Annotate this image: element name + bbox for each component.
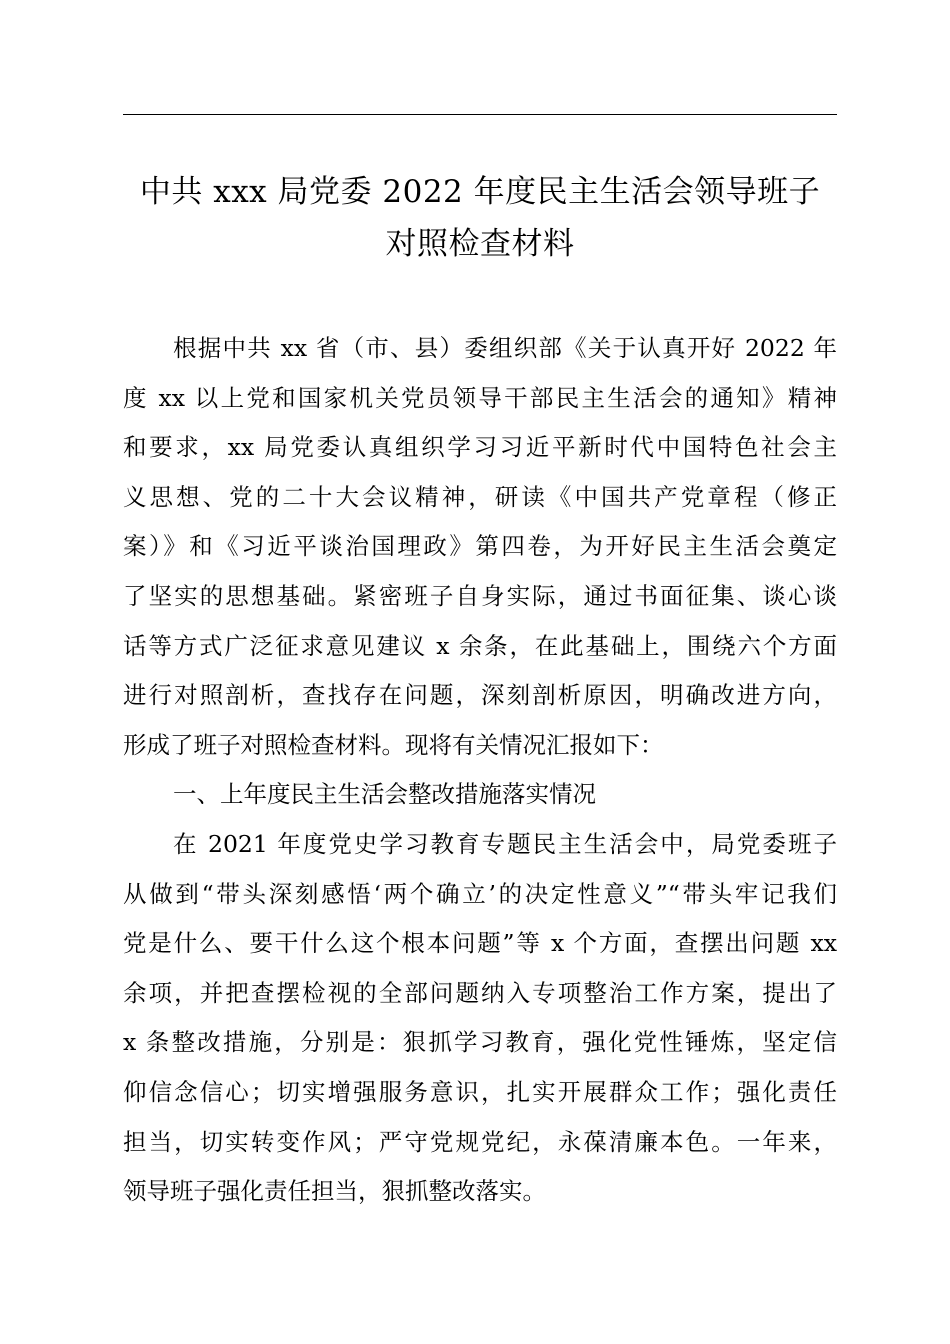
paragraph-line: 了坚实的思想基础。紧密班子自身实际，通过书面征集、谈心谈 bbox=[123, 581, 837, 610]
paragraph-section-1 bbox=[123, 820, 837, 1217]
paragraph-intro bbox=[123, 324, 837, 770]
paragraph-line: 度 xx 以上党和国家机关党员领导干部民主生活会的通知》精神 bbox=[123, 383, 837, 412]
document-title bbox=[113, 166, 847, 270]
document-body bbox=[123, 324, 837, 1217]
paragraph-line: 在 2021 年度党史学习教育专题民主生活会中，局党委班子 bbox=[173, 829, 837, 858]
paragraph-line: 和要求，xx 局党委认真组织学习习近平新时代中国特色社会主 bbox=[123, 433, 837, 462]
paragraph-line: 根据中共 xx 省（市、县）委组织部《关于认真开好 2022 年 bbox=[173, 334, 837, 362]
paragraph-line: 义思想、党的二十大会议精神，研读《中国共产党章程（修正 bbox=[123, 482, 837, 511]
paragraph-line: 余项，并把查摆检视的全部问题纳入专项整治工作方案，提出了 bbox=[123, 978, 837, 1007]
paragraph-line: 形成了班子对照检查材料。现将有关情况汇报如下： bbox=[123, 730, 664, 759]
paragraph-line: 党是什么、要干什么这个根本问题”等 x 个方面，查摆出问题 xx bbox=[123, 929, 837, 958]
paragraph-line: 话等方式广泛征求意见建议 x 余条，在此基础上，围绕六个方面 bbox=[123, 631, 837, 660]
paragraph-line: x 条整改措施，分别是：狠抓学习教育，强化党性锤炼，坚定信 bbox=[123, 1028, 837, 1057]
section-heading-1: 一、上年度民主生活会整改措施落实情况 bbox=[173, 780, 596, 809]
paragraph-line: 领导班子强化责任担当，狠抓整改落实。 bbox=[123, 1177, 546, 1206]
paragraph-line: 进行对照剖析，查找存在问题，深刻剖析原因，明确改进方向， bbox=[123, 681, 837, 710]
paragraph-line: 仰信念信心；切实增强服务意识，扎实开展群众工作；强化责任 bbox=[123, 1077, 837, 1106]
title-line-1: 中共 xxx 局党委 2022 年度民主生活会领导班子 bbox=[139, 174, 821, 210]
paragraph-line: 从做到“带头深刻感悟‘两个确立’的决定性意义”“带头牢记我们 bbox=[123, 879, 837, 908]
title-line-2: 对照检查材料 bbox=[385, 226, 575, 262]
header-rule bbox=[123, 114, 837, 115]
paragraph-line: 案）》和《习近平谈治国理政》第四卷，为开好民主生活会奠定 bbox=[123, 532, 837, 561]
paragraph-line: 担当，切实转变作风；严守党规党纪，永葆清廉本色。一年来， bbox=[123, 1127, 837, 1156]
